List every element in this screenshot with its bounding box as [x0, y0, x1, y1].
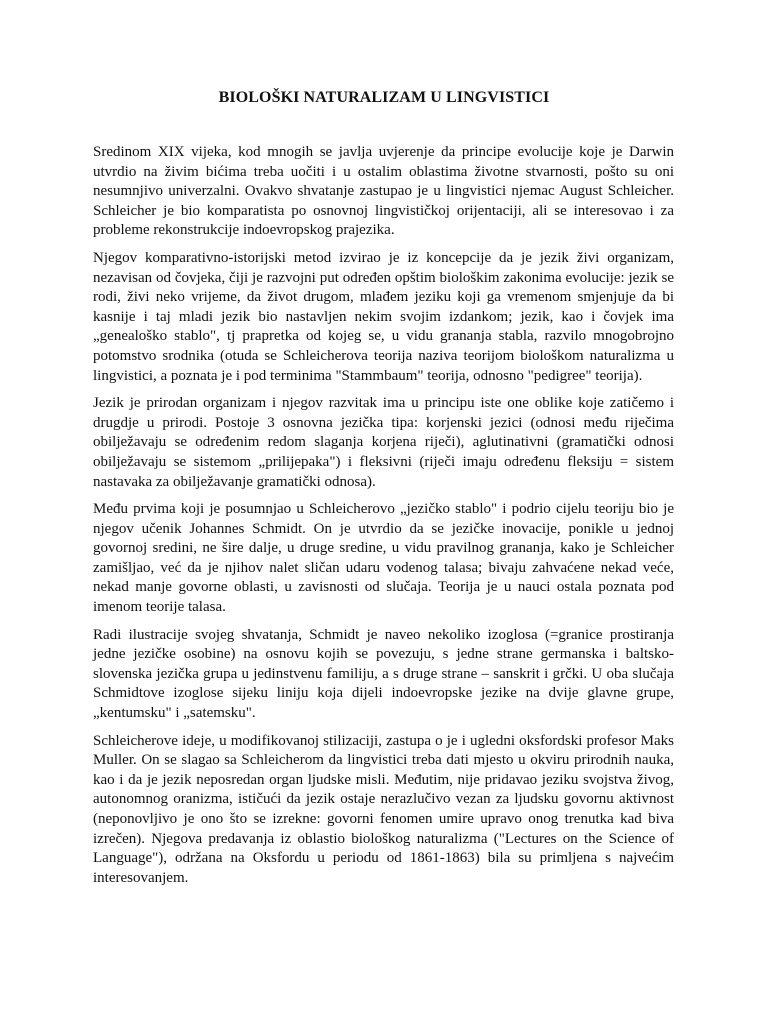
document-body	[93, 143, 674, 896]
document-title: BIOLOŠKI NATURALIZAM U LINGVISTICI	[218, 89, 550, 106]
paragraph-2: Njegov komparativno-istorijski metod izvirao je iz koncepcije da je jezik živi organizam, nezavisan od čovjeka, čiji je razvojni put određen opštim biološkim zakonima evolucije: jezik se rodi, živi neko vrijeme, da život drugom, mlađem jeziku koji ga vremenom smjenjuje da bi kasnije i taj mladi jezik bio nastavljen nekim svojim izdankom; jezik, kao i čovjek ima „genealoško stablo", tj prapretka od kojeg se, u vidu grananja stabla, razvilo mnogobrojno potomstvo srodnika (otuda se Schleicherova teorija naziva teorijom biološkom naturalizma u lingvistici, a poznata je i pod terminima "Stammbaum" teorija, odnosno "pedigree" teorija).	[93, 249, 674, 384]
paragraph-1: Sredinom XIX vijeka, kod mnogih se javlja uvjerenje da principe evolucije koje je Darwin utvrdio na živim bićima treba uočiti i u ostalim oblastima životne stvarnosti, pošto su oni nesumnjivo univerzalni. Ovakvo shvatanje zastupao je u lingvistici njemac August Schleicher. Schleicher je bio komparatista po osnovnoj lingvističkoj orijentaciji, ali se interesovao i za probleme rekonstrukcije indoevropskog prajezika.	[93, 144, 674, 239]
paragraph-6: Schleicherove ideje, u modifikovanoj stilizaciji, zastupa o je i ugledni oksfordski profesor Maks Muller. On se slagao sa Schleicherom da lingvistici treba dati mjesto u okviru prirodnih nauka, kao i da je jezik neposredan organ ljudske misli. Međutim, nije pridavao jeziku svojstva živog, autonomnog oranizma, ističući da jezik ostaje nerazlučivo vezan za ljudsku govornu aktivnost (neponovljivo je ono što se izrekne: govorni fenomen umire upravo onog trenutka kad biva izrečen). Njegova predavanja iz oblastio biološkog naturalizma ("Lectures on the Science of Language"), održana na Oksfordu u periodu od 1861-1863) bila su primljena s najvećim interesovanjem.	[93, 732, 674, 886]
paragraph-4: Među prvima koji je posumnjao u Schleicherovo „jezičko stablo" i podrio cijelu teoriju bio je njegov učenik Johannes Schmidt. On je utvrdio da se jezičke inovacije, ponikle u jednoj govornoj sredini, ne šire dalje, u druge sredine, u vidu pravilnog grananja, kako je Schleicher zamišljao, već da je njihov nalet sličan udaru vodenog talasa; bivaju zahvaćene nekad veće, nekad manje govorne oblasti, u zavisnosti od slučaja. Teorija je u nauci ostala poznata pod imenom teorije talasa.	[93, 501, 674, 616]
paragraph-5: Radi ilustracije svojeg shvatanja, Schmidt je naveo nekoliko izoglosa (=granice prostiranja jedne jezičke osobine) na osnovu kojih se povezuju, s jedne strane germanska i baltsko-slovenska jezička grupa u jedinstvenu familiju, a s druge strane – sanskrit i grčki. U oba slučaja Schmidtove izoglose sijeku liniju koja dijeli indoevropske jezike na dvije glavne grupe, „kentumsku" i „satemsku".	[93, 626, 674, 722]
paragraph-3: Jezik je prirodan organizam i njegov razvitak ima u principu iste one oblike koje zatičemo i drugdje u prirodi. Postoje 3 osnovna jezička tipa: korjenski jezici (odnosi među riječima obilježavaju se određenim redom slaganja korjena riječi), aglutinativni (gramatički odnosi obilježavaju se sistemom „prilijepaka") i fleksivni (riječi imaju određenu fleksiju = sistem nastavaka za obilježavanje gramatički odnosa).	[93, 395, 674, 490]
